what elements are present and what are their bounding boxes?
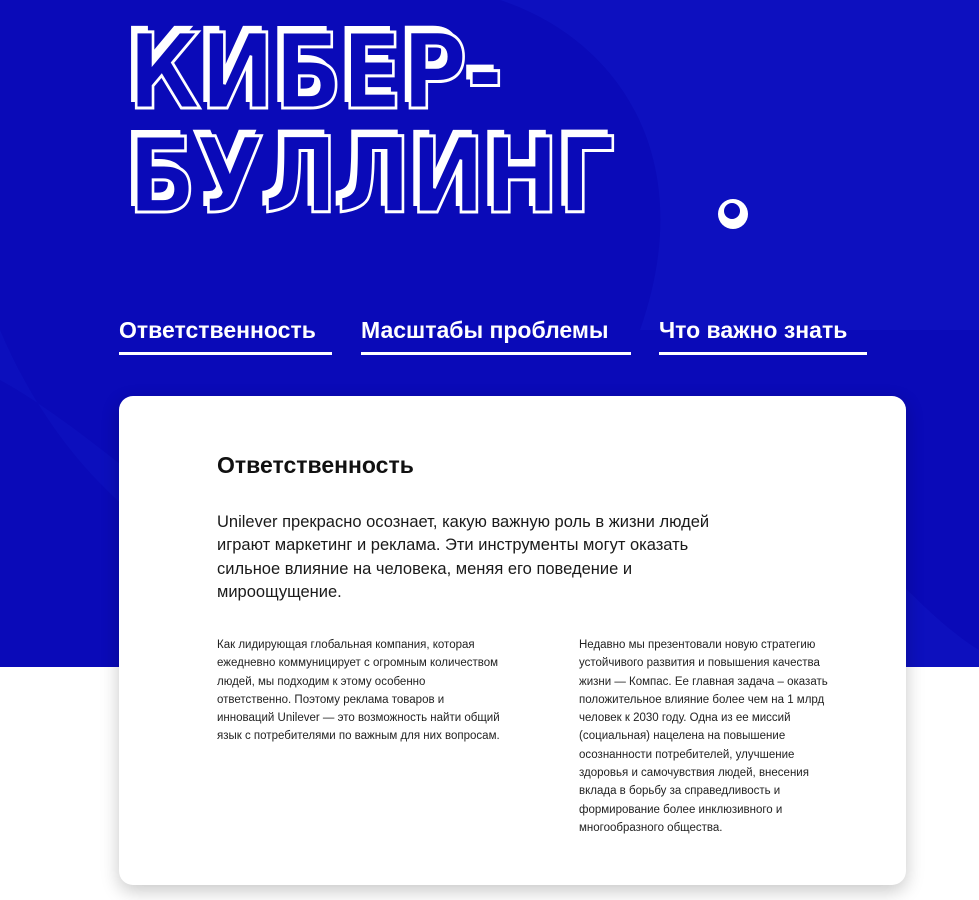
- nav-link-what-to-know[interactable]: Что важно знать: [659, 314, 867, 355]
- nav-link-problem-scale[interactable]: Масштабы проблемы: [361, 314, 631, 355]
- title-line-2: БУЛЛИНГ: [128, 115, 615, 237]
- card-heading: Ответственность: [217, 452, 414, 478]
- card-lead-paragraph: Unilever прекрасно осознает, какую важную роль в жизни людей играют маркетинг и реклама. Эти инструменты могут оказать сильное влияние на человека, меняя его поведение и мироощущение.: [217, 513, 710, 602]
- nav-link-responsibility[interactable]: Ответственность: [119, 314, 332, 355]
- card-column-left: Как лидирующая глобальная компания, которая ежедневно коммуницирует с огромным количеством людей, мы подходим к этому особенно ответственно. Поэтому реклама товаров и инноваций Unilever — это возможность найти общий язык с потребителями по важным для них вопросам.: [217, 639, 500, 743]
- title-dot-icon: [718, 199, 748, 229]
- card-column-right: Недавно мы презентовали новую стратегию устойчивого развития и повышения качества жизни — Компас. Ее главная задача – оказать положительное влияние более чем на 1 млрд человек к 2030 году. Одна из ее миссий (социальная) нацелена на повышение осознанности потребителей, улучшение здоровья и самочувствия людей, внесения вклада в борьбу за справедливость и формирование более инклюзивного и многообразного общества.: [579, 639, 828, 834]
- page-title: [128, 11, 615, 237]
- title-line-1: КИБЕР-: [128, 11, 503, 133]
- content-card: [119, 396, 906, 885]
